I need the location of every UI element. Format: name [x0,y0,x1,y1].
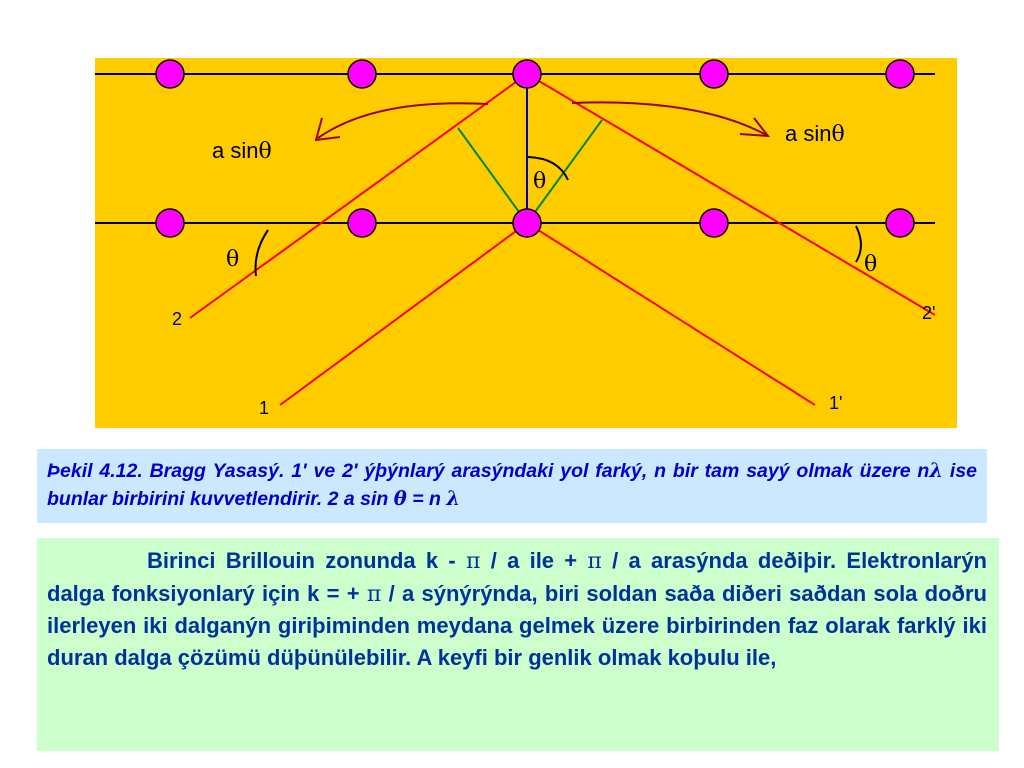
figure-caption [37,449,987,523]
atom-row2-5 [886,209,914,237]
theta-label-center: θ [533,169,547,194]
ray-label-2: 2 [172,309,183,329]
ray-label-2-prime: 2' [922,303,936,323]
lambda-symbol: λ [446,487,461,510]
atom-row2-4 [700,209,728,237]
atom-row1-2 [348,60,376,88]
body-text-box [37,538,999,751]
atom-row2-2 [348,209,376,237]
ray-label-1-prime: 1' [829,393,843,413]
theta-symbol: θ [258,139,272,164]
theta-label-left: θ [226,247,240,272]
body-paragraph: Birinci Brillouin zonunda k - π / a ile + π / a arasýnda deðiþir. Elektronlarýn dalga fonksiyonlarý için k = + π / a sýnýrýnda, biri soldan saða diðeri saðdan sola doðru ilerleyen iki dalganýn giriþiminden meydana gelmek üzere birbirinden faz olarak farklý iki duran dalga çözümü düþünülebilir. A keyfi bir genlik olmak koþulu ile, [47,548,987,670]
asin-theta-right-label: a sinθ [785,121,845,147]
theta-symbol: θ [393,487,407,510]
atom-row1-4 [700,60,728,88]
asin-theta-left-label: a sinθ [212,138,272,164]
pi-symbol: π [366,581,382,607]
theta-label-right: θ [864,252,878,277]
ray-label-1: 1 [259,398,270,418]
theta-symbol: θ [831,122,845,147]
pi-symbol: π [465,549,481,574]
atom-row1-5 [886,60,914,88]
atom-row1-1 [156,60,184,88]
atom-row2-1 [156,209,184,237]
caption-text: Þekil 4.12. Bragg Yasasý. 1' ve 2' ýþýnlarý arasýndaki yol farký, n bir tam sayý olmak üzere nλ ise bunlar birbirini kuvvetlendirir. 2 a sin θ = n λ [47,459,978,510]
atom-row2-3 [513,209,541,237]
pi-symbol: π [587,549,602,574]
atom-row1-3 [513,60,541,88]
lambda-symbol: λ [929,459,944,482]
